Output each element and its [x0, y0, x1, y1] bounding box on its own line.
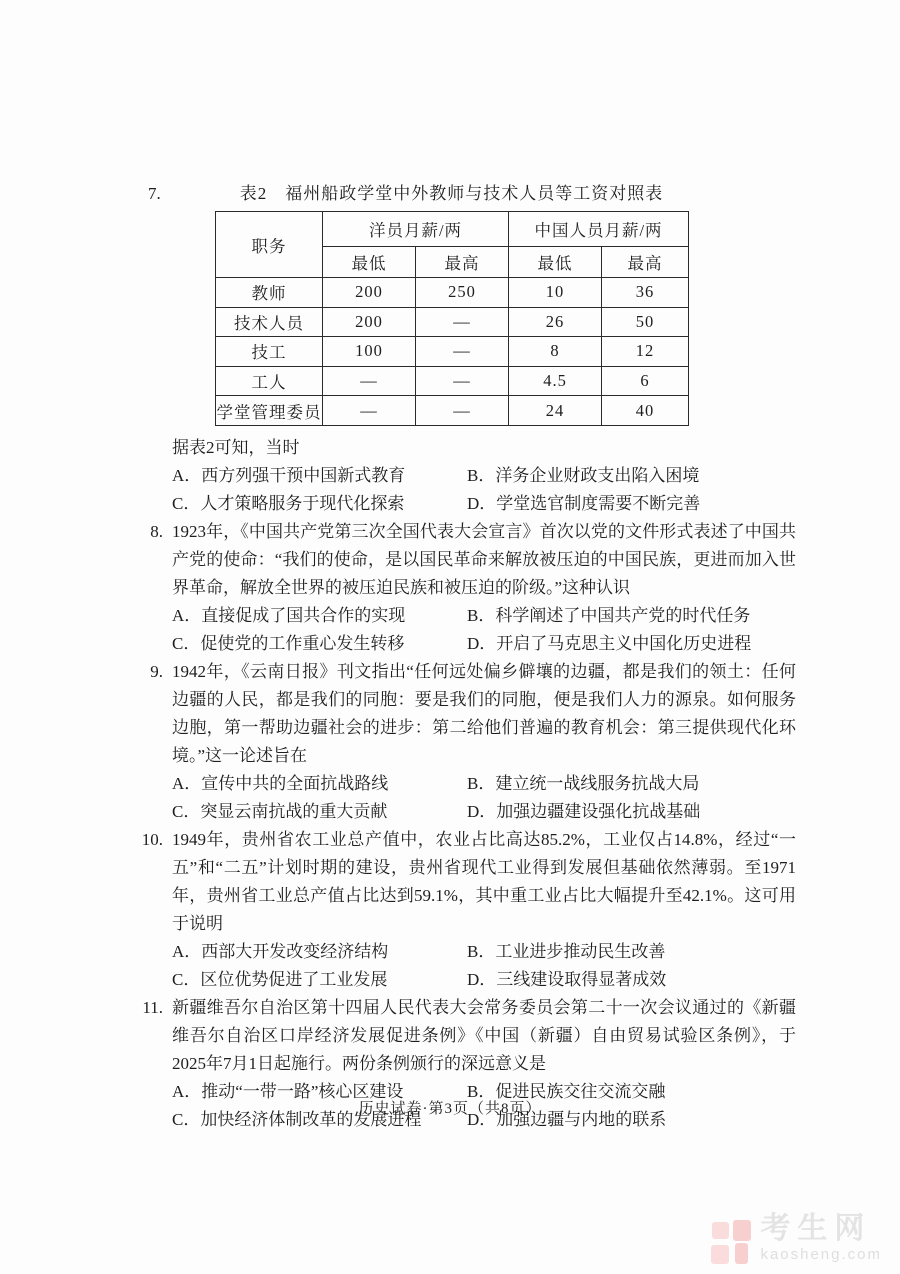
table-cell: 12	[602, 337, 689, 367]
table-cell: —	[416, 337, 509, 367]
watermark-site-domain: kaosheng.com	[760, 1245, 882, 1263]
question-9-option-c: C．突显云南抗战的重大贡献	[172, 801, 388, 821]
table-row	[216, 278, 689, 308]
table-header-row-1	[216, 212, 689, 247]
table-cell: 250	[416, 278, 509, 308]
option-row	[172, 462, 796, 490]
table-cell: 40	[602, 396, 689, 426]
table-cell: 10	[509, 278, 602, 308]
option-row	[172, 966, 796, 994]
table-row	[216, 366, 689, 396]
table-cell: 200	[323, 278, 416, 308]
watermark-text	[760, 1211, 882, 1263]
table-cell-position: 工人	[216, 366, 323, 396]
question-11-option-d: D．加强边疆与内地的联系	[467, 1109, 667, 1129]
table-cell-position: 教师	[216, 278, 323, 308]
table-cell: 4.5	[509, 366, 602, 396]
question-7-option-b: B．洋务企业财政支出陷入困境	[467, 465, 700, 485]
question-10-option-d: D．三线建设取得显著成效	[467, 969, 667, 989]
table-cell: —	[323, 396, 416, 426]
page-content	[0, 180, 900, 1134]
option-row	[172, 490, 796, 518]
question-11-number: 11.	[142, 997, 163, 1017]
wage-comparison-table	[215, 211, 689, 426]
question-11-stem: 新疆维吾尔自治区第十四届人民代表大会常务委员会第二十一次会议通过的《新疆维吾尔自治区口岸经济发展促进条例》《中国（新疆）自由贸易试验区条例》，于2025年7月1日起施行。两份条例颁行的深远意义是	[172, 997, 796, 1073]
kaosheng-logo-icon	[698, 1212, 750, 1264]
question-7-stem: 据表2可知，当时	[172, 437, 300, 457]
kaosheng-watermark	[698, 1212, 882, 1264]
table-cell: 100	[323, 337, 416, 367]
table-cell: 50	[602, 307, 689, 337]
question-7-option-c: C．人才策略服务于现代化探索	[172, 493, 405, 513]
table-cell: 200	[323, 307, 416, 337]
question-10-option-a: A．西部大开发改变经济结构	[172, 941, 389, 961]
question-7-number: 7.	[148, 184, 161, 203]
question-8-option-d: D．开启了马克思主义中国化历史进程	[467, 633, 752, 653]
question-8-option-b: B．科学阐述了中国共产党的时代任务	[467, 605, 751, 625]
option-row	[172, 798, 796, 826]
question-9-option-d: D．加强边疆建设强化抗战基础	[467, 801, 701, 821]
table-row	[216, 307, 689, 337]
table-cell-position: 技术人员	[216, 307, 323, 337]
question-11-option-a: A．推动“一带一路”核心区建设	[172, 1081, 404, 1101]
question-8-option-a: A．直接促成了国共合作的实现	[172, 605, 406, 625]
option-row	[172, 938, 796, 966]
question-9-option-a: A．宣传中共的全面抗战路线	[172, 773, 389, 793]
table-2-title: 表2 福州船政学堂中外教师与技术人员等工资对照表	[239, 184, 664, 203]
table-group-header-foreign: 洋员月薪/两	[323, 212, 509, 247]
question-7-option-d: D．学堂选官制度需要不断完善	[467, 493, 701, 513]
logo-block	[735, 1243, 748, 1264]
question-7-body	[172, 434, 796, 518]
question-7-header	[0, 180, 900, 208]
table-group-header-chinese: 中国人员月薪/两	[509, 212, 689, 247]
table-cell: —	[416, 396, 509, 426]
question-9-number: 9.	[150, 661, 163, 681]
table-subheader: 最高	[416, 247, 509, 278]
logo-block	[711, 1245, 729, 1264]
question-8-option-c: C．促使党的工作重心发生转移	[172, 633, 405, 653]
question-11-option-c: C．加快经济体制改革的发展进程	[172, 1109, 422, 1129]
question-10-option-c: C．区位优势促进了工业发展	[172, 969, 388, 989]
question-8-stem: 1923年，《中国共产党第三次全国代表大会宣言》首次以党的文件形式表述了中国共产党的使命：“我们的使命，是以国民革命来解放被压迫的中国民族，更进而加入世界革命，解放全世界的被压迫民族和被压迫的阶级。”这种认识	[172, 521, 796, 597]
question-11-option-b: B．促进民族交往交流交融	[467, 1081, 666, 1101]
table-cell: 6	[602, 366, 689, 396]
table-row	[216, 396, 689, 426]
option-row	[172, 630, 796, 658]
question-9-stem: 1942年，《云南日报》刊文指出“任何远处偏乡僻壤的边疆，都是我们的领土：任何边疆的人民，都是我们的同胞：要是我们的同胞，便是我们人力的源泉。如何服务边胞，第一帮助边疆社会的进步：第二给他们普遍的教育机会：第三提供现代化环境。”这一论述旨在	[172, 661, 796, 765]
questions-flow	[141, 434, 796, 1134]
question-9	[150, 658, 796, 826]
table-row	[216, 337, 689, 367]
table-subheader: 最低	[509, 247, 602, 278]
table-cell: 36	[602, 278, 689, 308]
page-footer: 历史试卷·第3页（共8页）	[358, 1101, 542, 1117]
question-9-option-b: B．建立统一战线服务抗战大局	[467, 773, 700, 793]
watermark-site-name: 考生网	[760, 1211, 872, 1245]
question-10-option-b: B．工业进步推动民生改善	[467, 941, 666, 961]
option-row	[172, 770, 796, 798]
question-8-number: 8.	[150, 521, 163, 541]
table-cell-position: 技工	[216, 337, 323, 367]
table-cell: 8	[509, 337, 602, 367]
table-cell-position: 学堂管理委员	[216, 396, 323, 426]
table-cell: 24	[509, 396, 602, 426]
question-10-stem: 1949年，贵州省农工业总产值中，农业占比高达85.2%，工业仅占14.8%，经过“一五”和“二五”计划时期的建设，贵州省现代工业得到发展但基础依然薄弱。至1971年，贵州省工业总产值占比达到59.1%，其中重工业占比大幅提升至42.1%。这可用于说明	[172, 829, 796, 933]
table-cell: —	[416, 307, 509, 337]
logo-block	[733, 1220, 751, 1241]
question-10	[141, 826, 796, 994]
table-subheader: 最高	[602, 247, 689, 278]
question-8	[150, 518, 796, 658]
option-row	[172, 602, 796, 630]
table-cell: —	[416, 366, 509, 396]
table-corner-header: 职务	[216, 212, 323, 278]
question-7-option-a: A．西方列强干预中国新式教育	[172, 465, 406, 485]
table-cell: —	[323, 366, 416, 396]
table-cell: 26	[509, 307, 602, 337]
table-subheader: 最低	[323, 247, 416, 278]
question-10-number: 10.	[141, 829, 163, 849]
logo-block	[712, 1222, 729, 1239]
